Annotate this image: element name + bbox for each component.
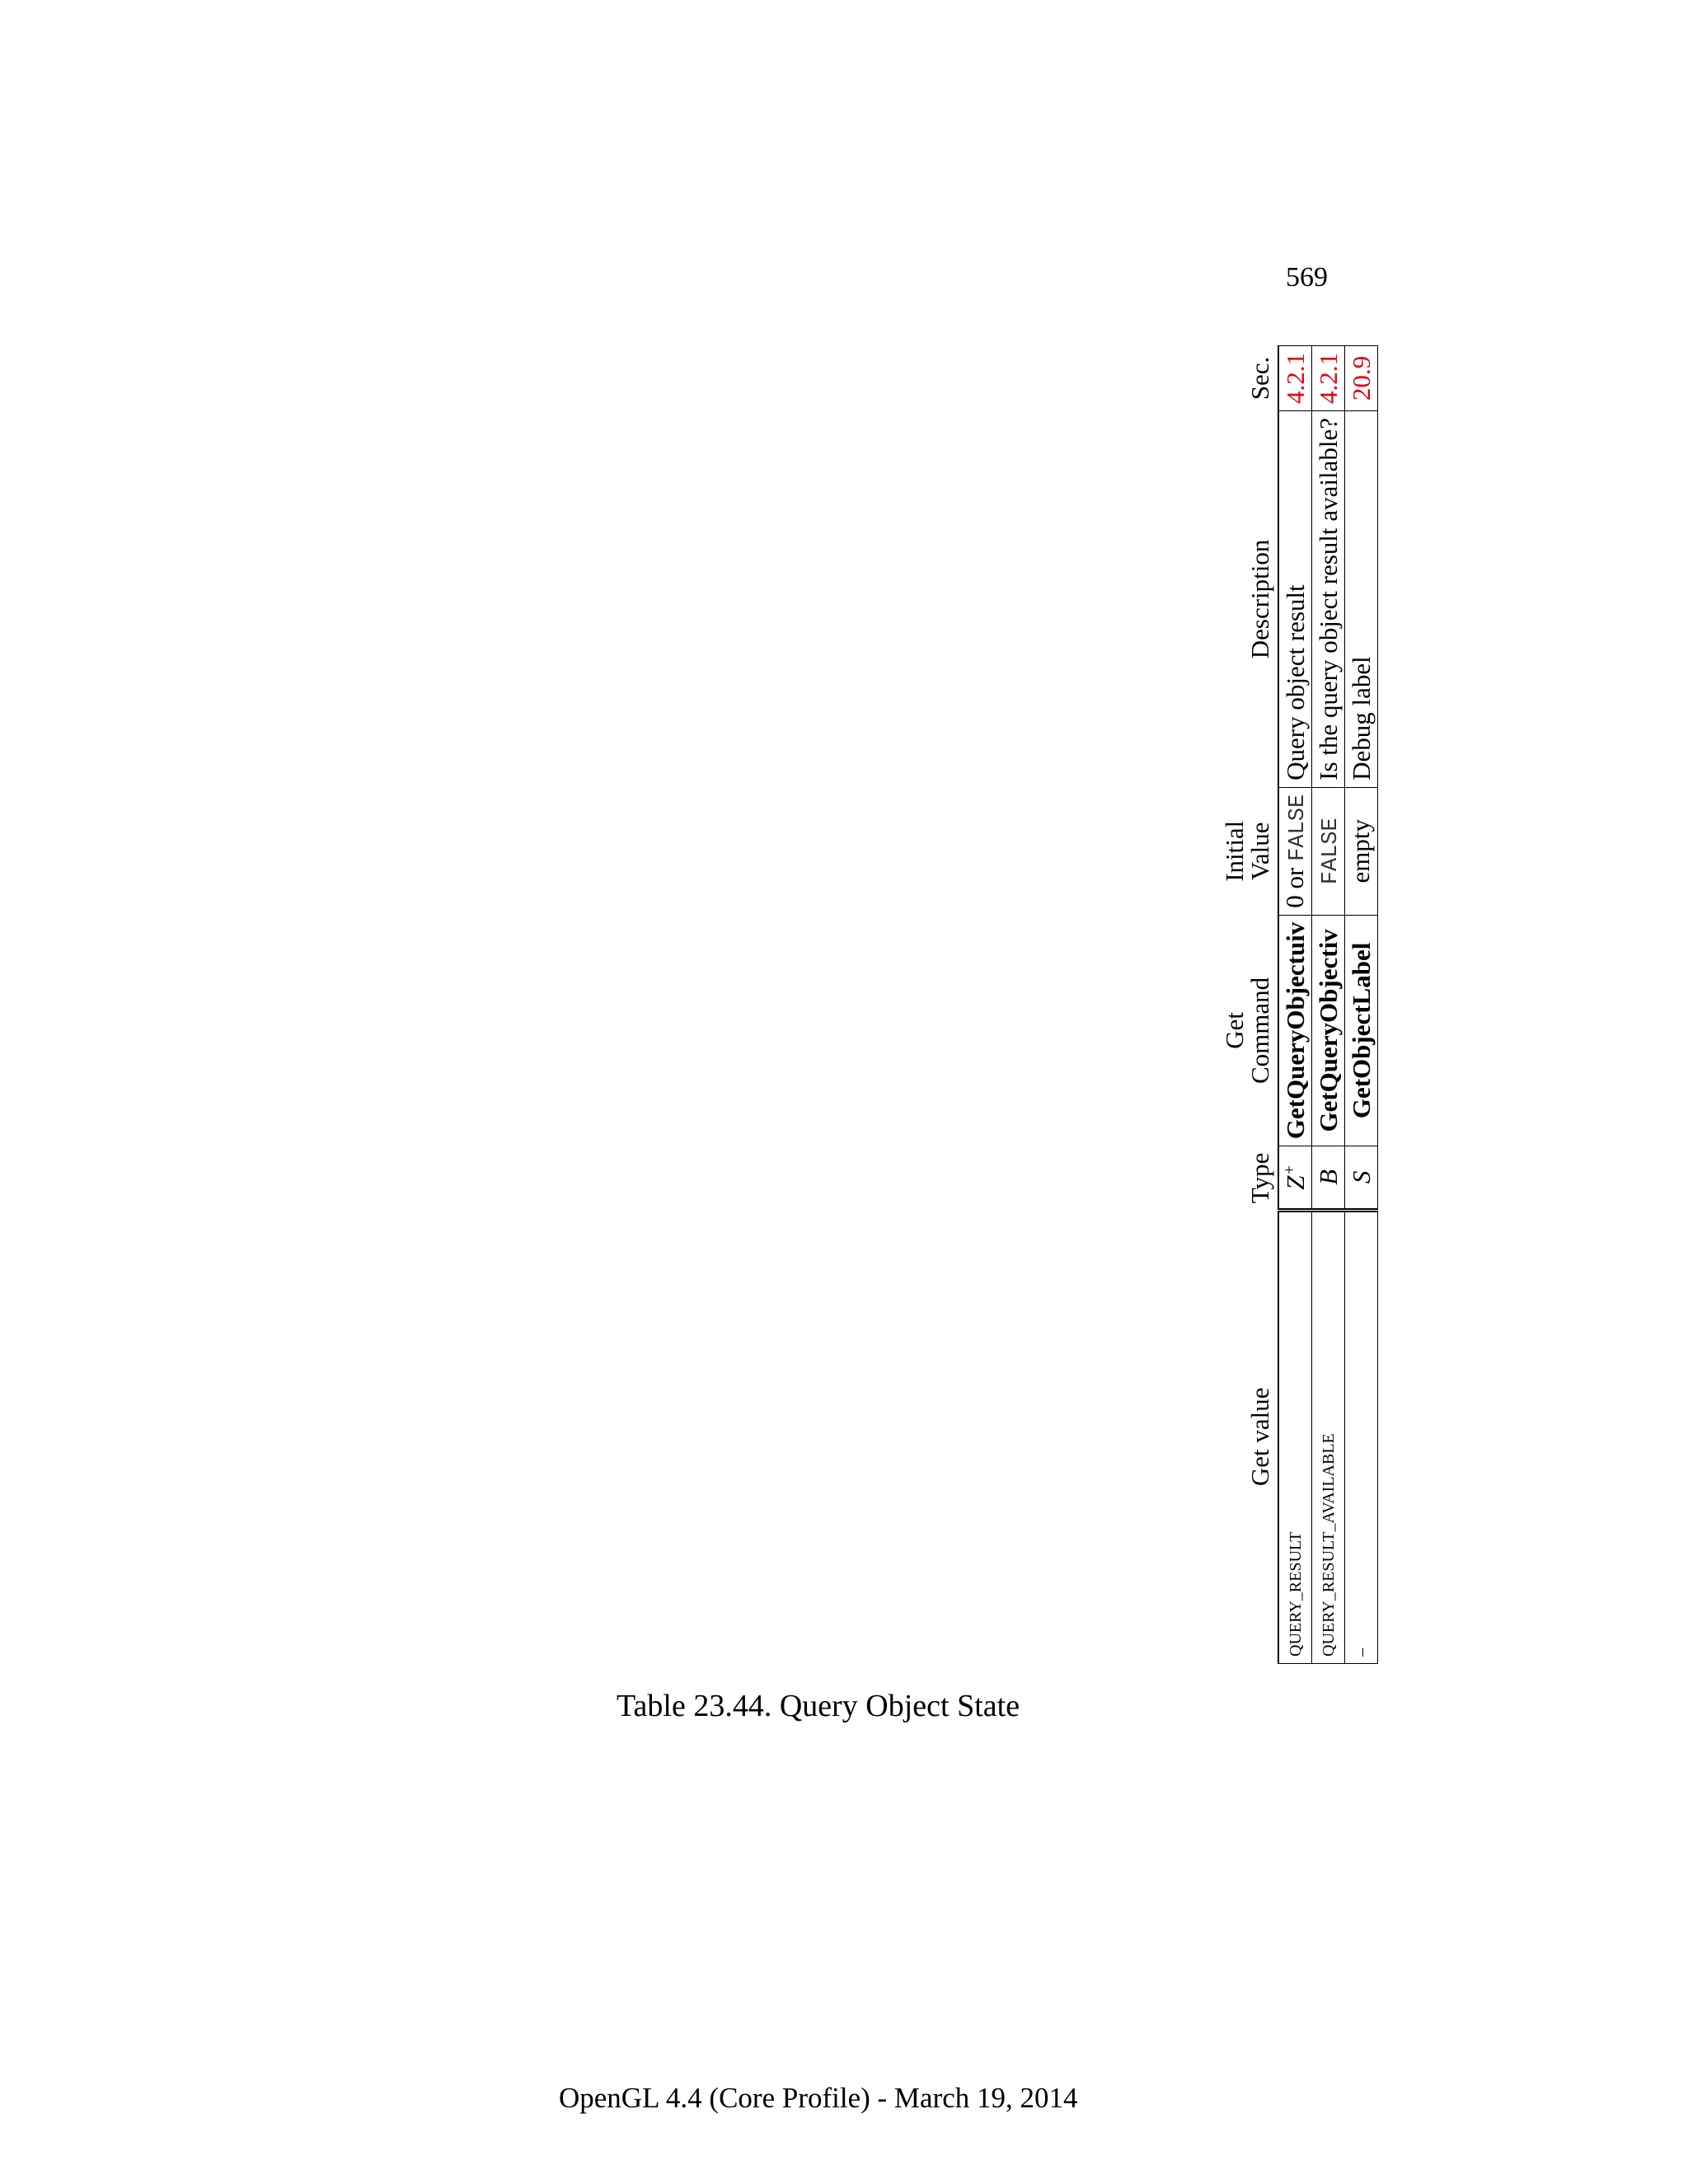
page-footer: OpenGL 4.4 (Core Profile) - March 19, 2014 — [559, 2082, 1078, 2114]
header-description: Description — [1245, 539, 1274, 659]
section-link[interactable]: 4.2.1 — [1314, 353, 1343, 404]
type-symbol: Z — [1281, 1175, 1310, 1190]
type-symbol: B — [1314, 1169, 1343, 1185]
cell-sec — [1345, 346, 1378, 411]
table-row — [1345, 346, 1378, 1664]
header-get-value: Get value — [1245, 1387, 1274, 1487]
section-link[interactable]: 4.2.1 — [1281, 353, 1310, 404]
table-caption: Table 23.44. Query Object State — [617, 1689, 1020, 1723]
header-get-command-line1: Get — [1220, 1012, 1249, 1049]
table-header-row — [1218, 346, 1278, 1664]
cell-sec — [1278, 346, 1312, 411]
cell-description: Query object result — [1278, 411, 1312, 788]
cell-type — [1312, 1146, 1345, 1211]
initial-prefix: empty — [1345, 819, 1375, 883]
header-initial-value-line2: Value — [1245, 822, 1274, 881]
header-type: Type — [1245, 1152, 1274, 1204]
header-initial-value — [1218, 787, 1278, 915]
table-row — [1278, 346, 1312, 1664]
header-get-command-line2: Command — [1245, 977, 1274, 1084]
page-number: 569 — [1286, 262, 1328, 293]
initial-constant: FALSE — [1318, 818, 1343, 885]
cell-get-value: QUERY_RESULT — [1278, 1210, 1312, 1663]
cell-description: Debug label — [1345, 411, 1378, 788]
cell-get-command: GetObjectLabel — [1345, 915, 1378, 1146]
cell-get-value: – — [1345, 1210, 1378, 1663]
initial-constant: FALSE — [1285, 794, 1311, 861]
section-link[interactable]: 20.9 — [1347, 355, 1376, 401]
cell-type — [1345, 1146, 1378, 1211]
cell-initial-value — [1278, 787, 1312, 915]
header-sec: Sec. — [1245, 356, 1274, 401]
header-initial-value-line1: Initial — [1220, 820, 1249, 882]
cell-type — [1278, 1146, 1312, 1211]
cell-get-value: QUERY_RESULT_AVAILABLE — [1312, 1210, 1345, 1663]
cell-get-command: GetQueryObjectuiv — [1278, 915, 1312, 1146]
header-get-command — [1218, 915, 1278, 1146]
cell-initial-value — [1345, 787, 1378, 915]
initial-prefix: 0 or — [1279, 860, 1309, 908]
type-symbol: S — [1347, 1170, 1376, 1184]
state-table-rotated — [1218, 345, 1376, 1664]
cell-initial-value — [1312, 787, 1345, 915]
cell-sec — [1312, 346, 1345, 411]
cell-get-command: GetQueryObjectiv — [1312, 915, 1345, 1146]
table-row — [1312, 346, 1345, 1664]
cell-description: Is the query object result available? — [1312, 411, 1345, 788]
query-object-state-table — [1218, 345, 1378, 1664]
type-superscript: + — [1280, 1165, 1299, 1176]
